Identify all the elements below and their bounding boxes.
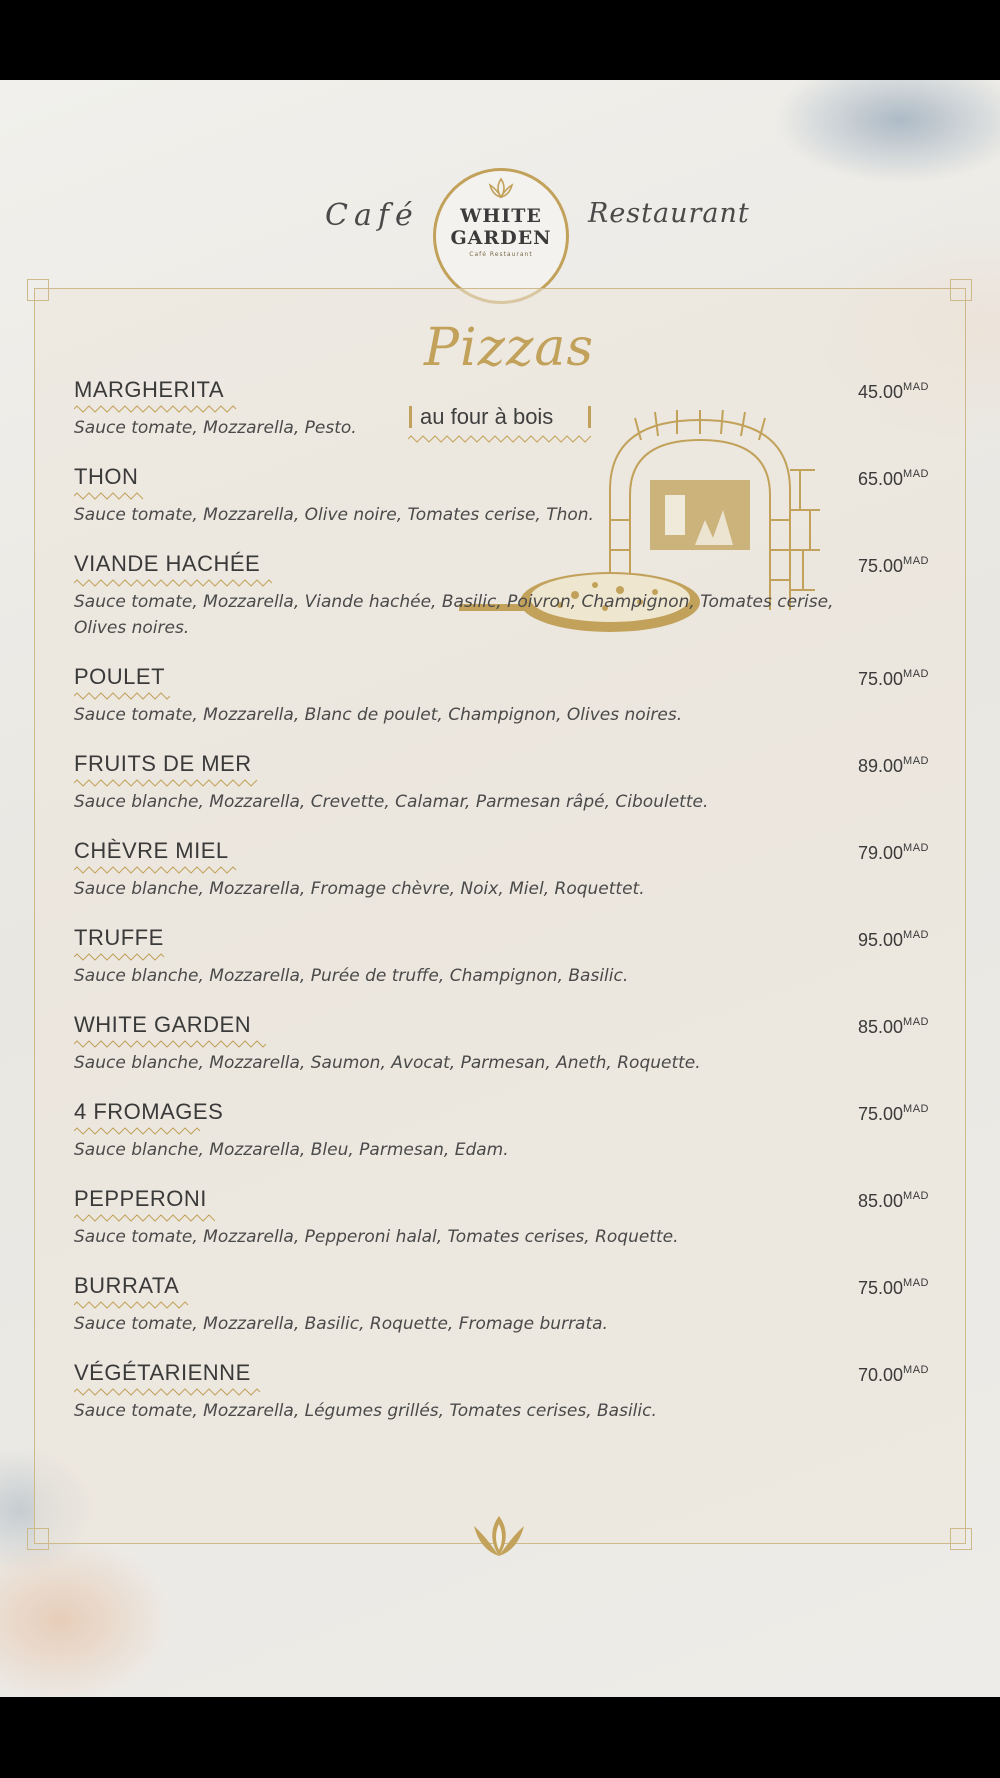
item-zigzag-ornament xyxy=(74,492,144,500)
menu-item-price xyxy=(858,1277,929,1299)
menu-item-price xyxy=(858,555,929,577)
menu-item-description: Sauce tomate, Mozzarella, Blanc de poulet, Champignon, Olives noires. xyxy=(74,705,683,725)
logo-subtext: Café Restaurant xyxy=(469,251,533,258)
menu-item-name: VIANDE HACHÉE xyxy=(74,551,261,576)
item-zigzag-ornament xyxy=(74,579,274,587)
menu-item-name: PEPPERONI xyxy=(74,1186,207,1211)
price-currency: MAD xyxy=(903,468,929,480)
price-value: 45.00 xyxy=(858,382,904,402)
lotus-icon xyxy=(487,177,515,199)
menu-item-price xyxy=(858,381,929,403)
menu-item-description: Sauce blanche, Mozzarella, Saumon, Avocat, Parmesan, Aneth, Roquette. xyxy=(74,1053,701,1073)
logo-text-line1: WHITE xyxy=(460,205,542,227)
menu-item-name: MARGHERITA xyxy=(74,377,225,402)
menu-item-price xyxy=(858,929,929,951)
price-currency: MAD xyxy=(903,1103,929,1115)
price-value: 79.00 xyxy=(858,843,904,863)
menu-item-name: 4 FROMAGES xyxy=(74,1099,224,1124)
frame-corner-top-left xyxy=(27,279,49,301)
menu-item-description: Sauce blanche, Mozzarella, Bleu, Parmesan, Edam. xyxy=(74,1140,509,1160)
price-value: 75.00 xyxy=(858,1104,904,1124)
bottom-black-bar xyxy=(0,1697,1000,1778)
menu-item-description: Sauce tomate, Mozzarella, Viande hachée, Basilic, Poivron, Champignon, Tomates cerise, Olives noires. xyxy=(74,592,834,638)
menu-item-description: Sauce tomate, Mozzarella, Basilic, Roquette, Fromage burrata. xyxy=(74,1314,608,1334)
frame-corner-bottom-right xyxy=(950,1528,972,1550)
price-value: 85.00 xyxy=(858,1191,904,1211)
price-currency: MAD xyxy=(903,1016,929,1028)
menu-item-name: VÉGÉTARIENNE xyxy=(74,1360,251,1385)
frame-corner-bottom-left xyxy=(27,1528,49,1550)
menu-item-description: Sauce blanche, Mozzarella, Purée de truffe, Champignon, Basilic. xyxy=(74,966,629,986)
brand-logo xyxy=(433,168,569,304)
menu-item-price xyxy=(858,468,929,490)
price-currency: MAD xyxy=(903,842,929,854)
price-value: 85.00 xyxy=(858,1017,904,1037)
section-subtitle: au four à bois xyxy=(420,404,554,429)
price-value: 75.00 xyxy=(858,669,904,689)
menu-item-name: TRUFFE xyxy=(74,925,164,950)
frame-corner-top-right xyxy=(950,279,972,301)
menu-item-price xyxy=(858,842,929,864)
price-currency: MAD xyxy=(903,555,929,567)
cafe-script-label: Café xyxy=(325,198,419,233)
item-zigzag-ornament xyxy=(74,405,237,413)
price-value: 75.00 xyxy=(858,556,904,576)
price-value: 89.00 xyxy=(858,756,904,776)
menu-item-price xyxy=(858,1190,929,1212)
price-currency: MAD xyxy=(903,755,929,767)
menu-item-description: Sauce blanche, Mozzarella, Fromage chèvre, Noix, Miel, Roquettet. xyxy=(74,879,645,899)
top-black-bar xyxy=(0,0,1000,80)
menu-item-name: CHÈVRE MIEL xyxy=(74,838,229,863)
price-currency: MAD xyxy=(903,929,929,941)
item-zigzag-ornament xyxy=(74,1388,262,1396)
item-zigzag-ornament xyxy=(74,1127,201,1135)
menu-item-price xyxy=(858,668,929,690)
menu-item-price xyxy=(858,1016,929,1038)
logo-text-line2: GARDEN xyxy=(450,227,552,249)
restaurant-script-label: Restaurant xyxy=(588,198,750,229)
menu-item-price xyxy=(858,1364,929,1386)
price-currency: MAD xyxy=(903,668,929,680)
price-currency: MAD xyxy=(903,1364,929,1376)
menu-item-name: FRUITS DE MER xyxy=(74,751,252,776)
menu-item-name: POULET xyxy=(74,664,166,689)
menu-item-description: Sauce tomate, Mozzarella, Olive noire, Tomates cerise, Thon. xyxy=(74,505,594,525)
menu-item-price xyxy=(858,1103,929,1125)
price-value: 70.00 xyxy=(858,1365,904,1385)
item-zigzag-ornament xyxy=(74,1301,189,1309)
menu-page xyxy=(0,80,1000,1697)
menu-item-description: Sauce tomate, Mozzarella, Pepperoni halal, Tomates cerises, Roquette. xyxy=(74,1227,679,1247)
price-value: 75.00 xyxy=(858,1278,904,1298)
price-currency: MAD xyxy=(903,381,929,393)
price-value: 65.00 xyxy=(858,469,904,489)
section-title: Pizzas xyxy=(424,318,595,378)
price-currency: MAD xyxy=(903,1190,929,1202)
menu-item-price xyxy=(858,755,929,777)
bottom-lotus-icon xyxy=(470,1512,528,1560)
item-zigzag-ornament xyxy=(74,953,166,961)
menu-item-name: WHITE GARDEN xyxy=(74,1012,252,1037)
menu-item-description: Sauce tomate, Mozzarella, Pesto. xyxy=(74,418,357,438)
item-zigzag-ornament xyxy=(74,1214,215,1222)
item-zigzag-ornament xyxy=(74,866,237,874)
price-value: 95.00 xyxy=(858,930,904,950)
item-zigzag-ornament xyxy=(74,692,170,700)
menu-item-description: Sauce tomate, Mozzarella, Légumes grillés, Tomates cerises, Basilic. xyxy=(74,1401,657,1421)
menu-item-name: BURRATA xyxy=(74,1273,180,1298)
item-zigzag-ornament xyxy=(74,779,259,787)
menu-item-name: THON xyxy=(74,464,139,489)
item-zigzag-ornament xyxy=(74,1040,266,1048)
price-currency: MAD xyxy=(903,1277,929,1289)
menu-item-description: Sauce blanche, Mozzarella, Crevette, Calamar, Parmesan râpé, Ciboulette. xyxy=(74,792,709,812)
